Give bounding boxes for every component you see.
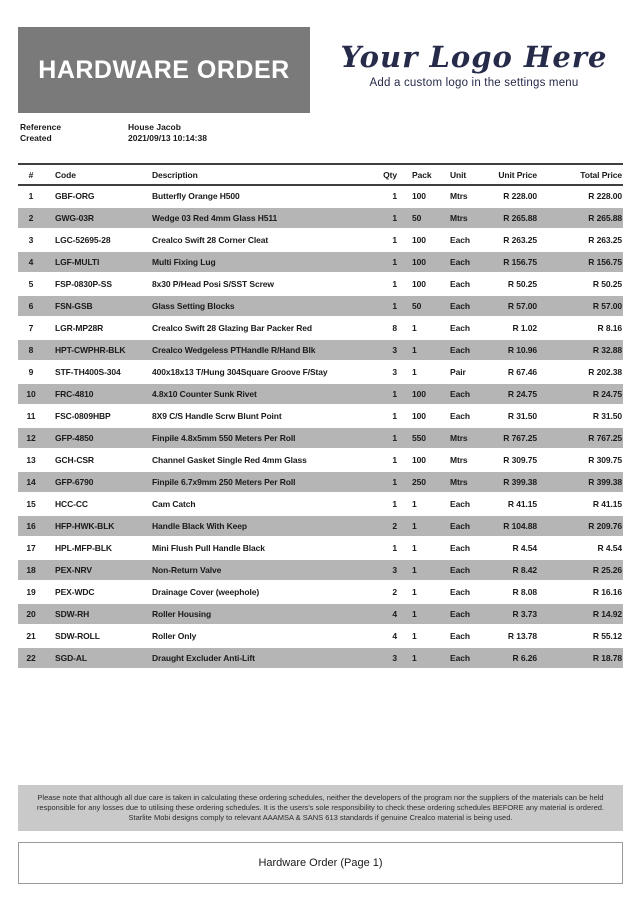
- meta-row-reference: [20, 122, 207, 133]
- page-footer-label: Hardware Order (Page 1): [258, 857, 383, 869]
- cell-pack: 1: [412, 367, 417, 377]
- cell-qty: 1: [392, 279, 397, 289]
- cell-number: 15: [26, 499, 36, 509]
- cell-total-price: R 228.00: [588, 191, 622, 201]
- cell-pack: 100: [412, 191, 426, 201]
- cell-description: 400x18x13 T/Hung 304Square Groove F/Stay: [152, 367, 328, 377]
- cell-qty: 4: [372, 603, 400, 625]
- table-row: [18, 361, 623, 383]
- cell-pack: 100: [412, 411, 426, 421]
- table-row: [18, 295, 623, 317]
- cell-code: SGD-AL: [44, 647, 141, 669]
- cell-number: 18: [18, 559, 44, 581]
- cell-pack: 1: [400, 515, 440, 537]
- cell-number: 22: [18, 647, 44, 669]
- cell-pack: 550: [400, 427, 440, 449]
- cell-number: 2: [18, 207, 44, 229]
- cell-unit-price: R 31.50: [507, 411, 537, 421]
- cell-number: 4: [18, 251, 44, 273]
- logo-text: Your Logo Here: [340, 40, 608, 74]
- cell-code: GFP-4850: [44, 427, 141, 449]
- cell-unit: Each: [440, 339, 480, 361]
- table-row: [18, 185, 623, 207]
- cell-pack: 1: [412, 631, 417, 641]
- cell-number: 10: [18, 383, 44, 405]
- cell-unit-price: R 265.88: [480, 207, 540, 229]
- cell-total-price: R 55.12: [592, 631, 622, 641]
- cell-code: HPL-MFP-BLK: [55, 543, 112, 553]
- table-row: [18, 207, 623, 229]
- cell-unit: Mtrs: [440, 207, 480, 229]
- cell-number: 19: [26, 587, 36, 597]
- cell-number: 20: [18, 603, 44, 625]
- cell-description: Butterfly Orange H500: [152, 191, 240, 201]
- cell-code: PEX-WDC: [55, 587, 95, 597]
- cell-unit-price: R 3.73: [480, 603, 540, 625]
- cell-description: Channel Gasket Single Red 4mm Glass: [152, 455, 307, 465]
- cell-total-price: R 41.15: [592, 499, 622, 509]
- cell-qty: 1: [392, 191, 397, 201]
- table-row: [18, 273, 623, 295]
- table-row: [18, 405, 623, 427]
- cell-description: 4.8x10 Counter Sunk Rivet: [141, 383, 372, 405]
- column-header-unit-price: Unit Price: [498, 169, 537, 180]
- order-table-body: [18, 185, 623, 669]
- cell-number: 8: [18, 339, 44, 361]
- table-row: [18, 559, 623, 581]
- cell-unit-price: R 104.88: [480, 515, 540, 537]
- cell-unit-price: R 309.75: [503, 455, 537, 465]
- cell-code: GCH-CSR: [55, 455, 94, 465]
- table-row: [18, 581, 623, 603]
- cell-description: Crealco Swift 28 Corner Cleat: [152, 235, 269, 245]
- cell-pack: 250: [400, 471, 440, 493]
- cell-total-price: R 24.75: [540, 383, 623, 405]
- cell-qty: 1: [372, 383, 400, 405]
- cell-description: Roller Housing: [141, 603, 372, 625]
- cell-description: Non-Return Valve: [141, 559, 372, 581]
- cell-qty: 3: [372, 559, 400, 581]
- cell-code: SDW-ROLL: [55, 631, 100, 641]
- cell-total-price: R 32.88: [540, 339, 623, 361]
- cell-description: 8x30 P/Head Posi S/SST Screw: [152, 279, 274, 289]
- cell-unit-price: R 50.25: [507, 279, 537, 289]
- column-header-unit: Unit: [450, 169, 467, 180]
- table-row: [18, 493, 623, 515]
- cell-pack: 1: [412, 543, 417, 553]
- cell-unit: Each: [440, 559, 480, 581]
- cell-code: GWG-03R: [44, 207, 141, 229]
- cell-pack: 1: [400, 603, 440, 625]
- page-footer-button[interactable]: [18, 842, 623, 884]
- cell-description: Crealco Wedgeless PTHandle R/Hand Blk: [141, 339, 372, 361]
- cell-code: STF-TH400S-304: [55, 367, 121, 377]
- cell-unit: Mtrs: [440, 427, 480, 449]
- cell-total-price: R 50.25: [592, 279, 622, 289]
- cell-total-price: R 4.54: [597, 543, 622, 553]
- order-table-header: [18, 164, 623, 185]
- cell-code: LGF-MULTI: [44, 251, 141, 273]
- cell-unit: Each: [450, 587, 470, 597]
- cell-qty: 1: [372, 251, 400, 273]
- cell-code: HPT-CWPHR-BLK: [44, 339, 141, 361]
- table-row: [18, 515, 623, 537]
- cell-qty: 3: [392, 367, 397, 377]
- column-header-description: Description: [152, 169, 198, 180]
- cell-description: Drainage Cover (weephole): [152, 587, 260, 597]
- cell-pack: 1: [412, 323, 417, 333]
- cell-unit: Each: [440, 383, 480, 405]
- cell-unit-price: R 1.02: [512, 323, 537, 333]
- cell-number: 1: [28, 191, 34, 201]
- cell-total-price: R 399.38: [540, 471, 623, 493]
- cell-unit-price: R 24.75: [480, 383, 540, 405]
- cell-unit: Mtrs: [450, 455, 468, 465]
- cell-number: 21: [26, 631, 36, 641]
- logo-placeholder: [325, 38, 623, 91]
- cell-pack: 100: [412, 235, 426, 245]
- cell-number: 17: [26, 543, 36, 553]
- cell-qty: 1: [392, 411, 397, 421]
- table-row: [18, 317, 623, 339]
- cell-unit: Each: [440, 251, 480, 273]
- cell-number: 13: [26, 455, 36, 465]
- cell-total-price: R 18.78: [540, 647, 623, 669]
- cell-total-price: R 8.16: [597, 323, 622, 333]
- cell-total-price: R 25.26: [540, 559, 623, 581]
- page-title: HARDWARE ORDER: [38, 55, 290, 84]
- cell-code: LGC-52695-28: [55, 235, 111, 245]
- cell-unit-price: R 8.42: [480, 559, 540, 581]
- cell-unit: Each: [450, 279, 470, 289]
- cell-code: FSN-GSB: [44, 295, 141, 317]
- cell-unit-price: R 8.08: [512, 587, 537, 597]
- cell-unit-price: R 57.00: [480, 295, 540, 317]
- cell-pack: 100: [412, 279, 426, 289]
- cell-qty: 8: [392, 323, 397, 333]
- cell-unit: Each: [440, 603, 480, 625]
- reference-label: Reference: [20, 122, 62, 132]
- cell-description: Mini Flush Pull Handle Black: [152, 543, 265, 553]
- table-row: [18, 339, 623, 361]
- cell-qty: 4: [392, 631, 397, 641]
- cell-total-price: R 156.75: [540, 251, 623, 273]
- cell-unit: Each: [440, 515, 480, 537]
- cell-number: 12: [18, 427, 44, 449]
- cell-total-price: R 16.16: [592, 587, 622, 597]
- cell-unit-price: R 13.78: [507, 631, 537, 641]
- cell-code: FSP-0830P-SS: [55, 279, 112, 289]
- cell-unit-price: R 399.38: [480, 471, 540, 493]
- cell-number: 6: [18, 295, 44, 317]
- table-row: [18, 383, 623, 405]
- cell-code: GBF-ORG: [55, 191, 95, 201]
- cell-description: 8X9 C/S Handle Scrw Blunt Point: [152, 411, 282, 421]
- cell-unit: Pair: [450, 367, 466, 377]
- cell-code: FRC-4810: [44, 383, 141, 405]
- cell-qty: 1: [372, 427, 400, 449]
- cell-unit: Each: [450, 631, 470, 641]
- cell-qty: 1: [372, 471, 400, 493]
- cell-unit-price: R 4.54: [512, 543, 537, 553]
- order-meta: [20, 122, 207, 144]
- created-value: 2021/09/13 10:14:38: [128, 133, 207, 143]
- cell-unit-price: R 6.26: [480, 647, 540, 669]
- cell-pack: 50: [400, 207, 440, 229]
- cell-unit: Each: [450, 543, 470, 553]
- cell-code: HCC-CC: [55, 499, 88, 509]
- cell-pack: 1: [412, 587, 417, 597]
- cell-unit-price: R 41.15: [507, 499, 537, 509]
- table-row: [18, 427, 623, 449]
- disclaimer-note: Please note that although all due care is taken in calculating these ordering schedules, neither the developers of the program nor the suppliers of the materials can be held responsible for any losses due to utilising these ordering schedules. It is the users's sole responsibility to check these ordering schedules BEFORE any material is ordered. Starlite Mobi designs comply to relevant AAAMSA & SANS 613 standards if genuine Crealco material is being used.: [18, 785, 623, 831]
- cell-description: Handle Black With Keep: [141, 515, 372, 537]
- cell-number: 9: [28, 367, 34, 377]
- table-row: [18, 603, 623, 625]
- cell-unit: Each: [450, 411, 470, 421]
- cell-number: 11: [26, 411, 36, 421]
- cell-code: HFP-HWK-BLK: [44, 515, 141, 537]
- cell-number: 14: [18, 471, 44, 493]
- table-row: [18, 449, 623, 471]
- cell-total-price: R 57.00: [540, 295, 623, 317]
- cell-pack: 1: [400, 559, 440, 581]
- cell-total-price: R 309.75: [588, 455, 622, 465]
- cell-code: LGR-MP28R: [55, 323, 104, 333]
- meta-row-created: [20, 133, 207, 144]
- cell-qty: 1: [392, 455, 397, 465]
- cell-pack: 1: [400, 339, 440, 361]
- cell-unit-price: R 67.46: [507, 367, 537, 377]
- cell-unit-price: R 156.75: [480, 251, 540, 273]
- cell-unit-price: R 263.25: [503, 235, 537, 245]
- cell-total-price: R 265.88: [540, 207, 623, 229]
- order-table: [18, 163, 623, 670]
- cell-qty: 3: [372, 339, 400, 361]
- cell-description: Finpile 4.8x5mm 550 Meters Per Roll: [141, 427, 372, 449]
- cell-qty: 1: [392, 499, 397, 509]
- cell-total-price: R 263.25: [588, 235, 622, 245]
- cell-unit-price: R 228.00: [503, 191, 537, 201]
- cell-description: Glass Setting Blocks: [141, 295, 372, 317]
- cell-qty: 1: [372, 295, 400, 317]
- cell-code: FSC-0809HBP: [55, 411, 111, 421]
- cell-unit: Each: [440, 647, 480, 669]
- table-row: [18, 537, 623, 559]
- cell-description: Wedge 03 Red 4mm Glass H511: [141, 207, 372, 229]
- cell-pack: 50: [400, 295, 440, 317]
- cell-total-price: R 209.76: [540, 515, 623, 537]
- cell-description: Cam Catch: [152, 499, 196, 509]
- cell-unit: Each: [450, 323, 470, 333]
- created-label: Created: [20, 133, 52, 143]
- cell-code: PEX-NRV: [44, 559, 141, 581]
- cell-pack: 100: [400, 383, 440, 405]
- cell-number: 5: [28, 279, 34, 289]
- cell-qty: 1: [372, 207, 400, 229]
- cell-qty: 3: [372, 647, 400, 669]
- cell-qty: 1: [392, 235, 397, 245]
- cell-description: Draught Excluder Anti-Lift: [141, 647, 372, 669]
- cell-pack: 100: [412, 455, 426, 465]
- table-row: [18, 647, 623, 669]
- cell-unit-price: R 10.96: [480, 339, 540, 361]
- table-row: [18, 625, 623, 647]
- cell-unit-price: R 767.25: [480, 427, 540, 449]
- cell-number: 16: [18, 515, 44, 537]
- column-header-pack: Pack: [412, 169, 432, 180]
- cell-unit: Mtrs: [440, 471, 480, 493]
- cell-unit: Each: [440, 295, 480, 317]
- cell-unit: Mtrs: [450, 191, 468, 201]
- cell-description: Crealco Swift 28 Glazing Bar Packer Red: [152, 323, 313, 333]
- table-row: [18, 229, 623, 251]
- cell-qty: 1: [392, 543, 397, 553]
- cell-unit: Each: [450, 499, 470, 509]
- title-box: [18, 27, 310, 113]
- cell-total-price: R 14.92: [540, 603, 623, 625]
- column-header-code: Code: [55, 169, 76, 180]
- cell-qty: 2: [372, 515, 400, 537]
- column-header-qty: Qty: [383, 169, 397, 180]
- cell-pack: 1: [400, 647, 440, 669]
- cell-qty: 2: [392, 587, 397, 597]
- column-header-number: #: [28, 169, 34, 180]
- cell-total-price: R 202.38: [588, 367, 622, 377]
- logo-subtitle: Add a custom logo in the settings menu: [369, 77, 579, 89]
- cell-number: 7: [28, 323, 34, 333]
- table-row: [18, 471, 623, 493]
- cell-number: 3: [28, 235, 34, 245]
- cell-total-price: R 767.25: [540, 427, 623, 449]
- column-header-total-price: Total Price: [580, 169, 622, 180]
- cell-pack: 100: [400, 251, 440, 273]
- cell-description: Multi Fixing Lug: [141, 251, 372, 273]
- cell-description: Finpile 6.7x9mm 250 Meters Per Roll: [141, 471, 372, 493]
- cell-code: SDW-RH: [44, 603, 141, 625]
- cell-pack: 1: [412, 499, 417, 509]
- cell-description: Roller Only: [152, 631, 197, 641]
- reference-value: House Jacob: [128, 122, 181, 132]
- cell-total-price: R 31.50: [592, 411, 622, 421]
- cell-unit: Each: [450, 235, 470, 245]
- table-row: [18, 251, 623, 273]
- cell-code: GFP-6790: [44, 471, 141, 493]
